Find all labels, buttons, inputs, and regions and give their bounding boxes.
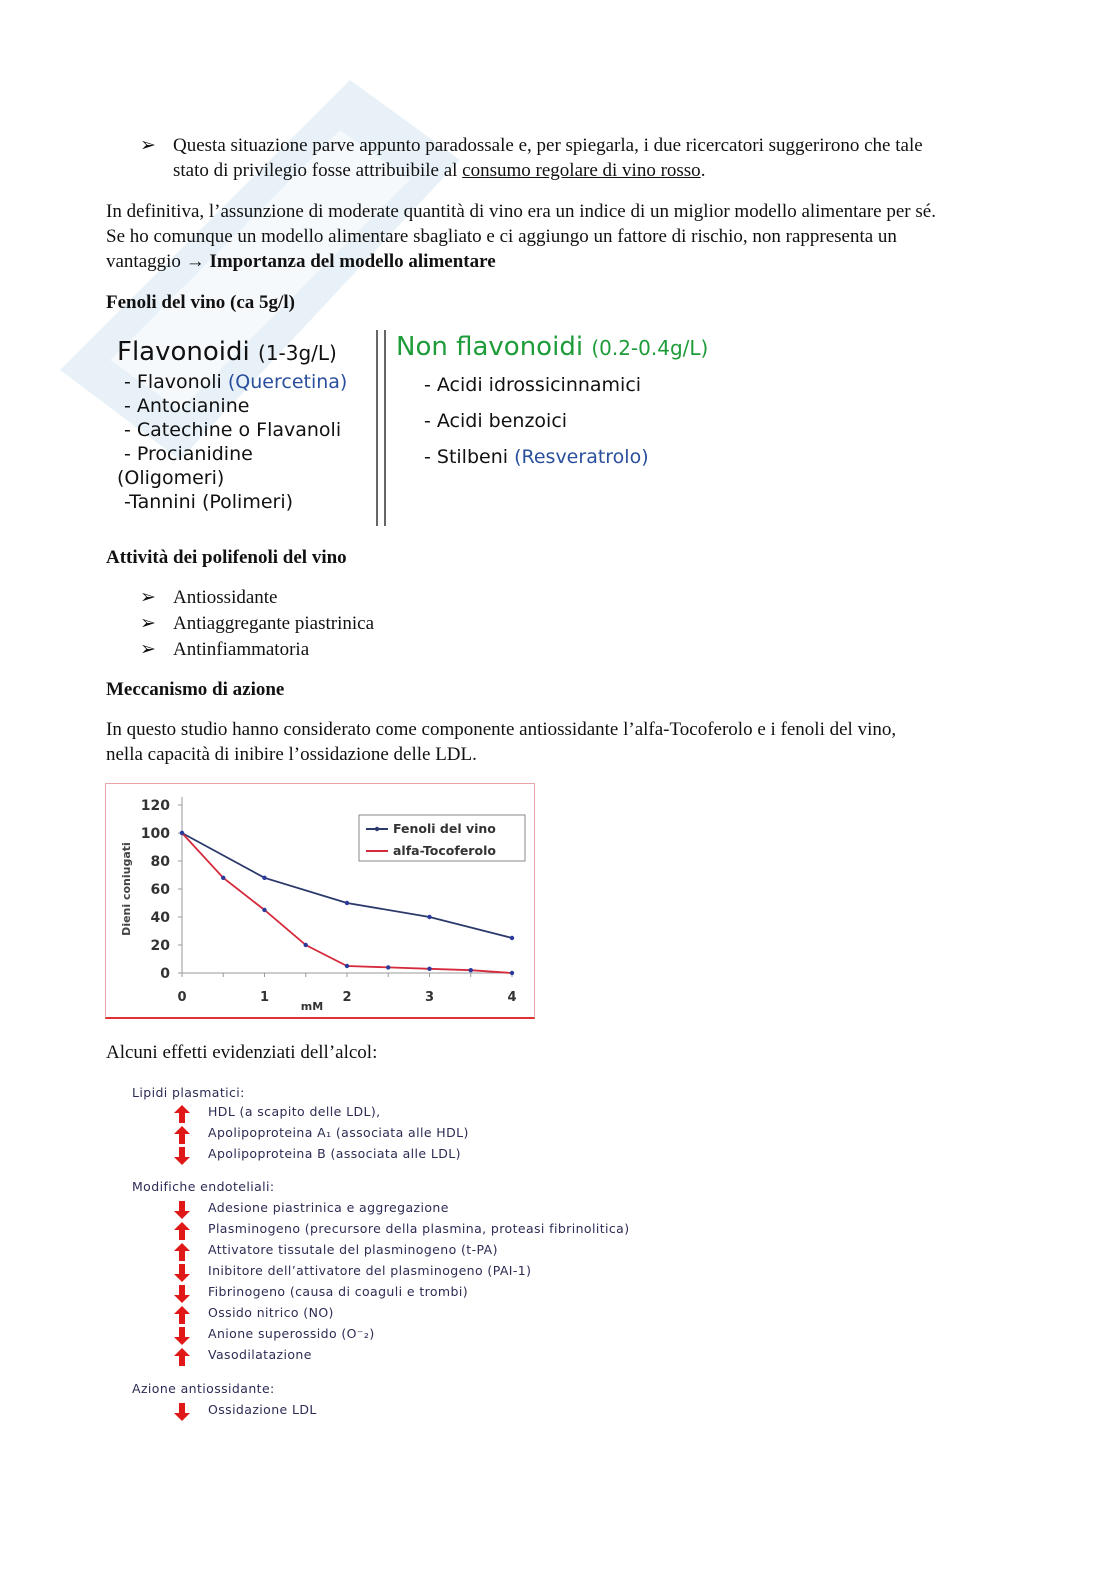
effect-item-text: Adesione piastrinica e aggregazione <box>208 1200 449 1215</box>
effect-item-text: HDL (a scapito delle LDL), <box>208 1104 381 1119</box>
effect-item-text: Attivatore tissutale del plasminogeno (t-PA) <box>208 1242 498 1257</box>
definitiva-line2: Se ho comunque un modello alimentare sbagliato e ci aggiungo un fattore di rischio, non rappresenta un <box>106 226 897 247</box>
definitiva-line3 <box>106 249 1026 274</box>
antiossidante-title: Azione antiossidante: <box>132 1381 275 1396</box>
meccanismo-paragraph <box>106 717 1026 767</box>
y-tick-label: 80 <box>150 854 170 870</box>
flavonoidi-item: -Tannini (Polimeri) <box>124 491 294 513</box>
non-flavonoidi-item: - Acidi idrossicinnamici <box>424 374 642 396</box>
data-point <box>221 876 225 880</box>
effect-item-text: Inibitore dell’attivatore del plasminogeno (PAI-1) <box>208 1263 532 1278</box>
data-point <box>427 915 431 919</box>
effect-item-text: Anione superossido (O⁻₂) <box>208 1326 375 1341</box>
divider-line <box>384 330 386 526</box>
data-point <box>345 964 349 968</box>
arrow-down-icon <box>174 1327 190 1345</box>
data-point <box>304 943 308 947</box>
y-tick-label: 20 <box>150 938 170 954</box>
non-flavonoidi-title-text: Non flavonoidi <box>396 332 584 362</box>
bullet-marker-icon: ➢ <box>140 135 156 156</box>
flavonoidi-item: - Catechine o Flavanoli <box>124 419 342 441</box>
definitiva-bold: Importanza del modello alimentare <box>209 251 496 272</box>
bullet-marker-icon: ➢ <box>140 613 156 634</box>
data-point <box>510 971 514 975</box>
arrow-down-icon <box>174 1264 190 1282</box>
legend-label: alfa-Tocoferolo <box>393 843 496 858</box>
bullet-marker-icon: ➢ <box>140 587 156 608</box>
data-point <box>345 901 349 905</box>
line-chart <box>106 784 534 1016</box>
legend-label: Fenoli del vino <box>393 821 496 836</box>
flavonoidi-amount: (1-3g/L) <box>258 341 337 365</box>
flavonoidi-item: - Procianidine <box>124 443 253 465</box>
x-axis-label: mM <box>300 1000 324 1013</box>
data-point <box>386 965 390 969</box>
effect-item-text: Ossido nitrico (NO) <box>208 1305 334 1320</box>
bullet-marker-icon: ➢ <box>140 639 156 660</box>
arrow-up-icon <box>174 1126 190 1144</box>
arrow-up-icon <box>174 1105 190 1123</box>
attivita-item: Antiossidante <box>173 587 278 608</box>
arrow-up-icon <box>174 1222 190 1240</box>
legend-marker <box>375 827 379 831</box>
flavonoidi-title <box>117 337 337 367</box>
intro-bullet-end: . <box>700 160 706 181</box>
data-point <box>427 967 431 971</box>
x-tick-label: 2 <box>342 990 352 1005</box>
intro-bullet-line2 <box>173 158 1013 183</box>
y-tick-label: 100 <box>140 826 170 842</box>
arrow-up-icon <box>174 1348 190 1366</box>
meccanismo-line2: nella capacità di inibire l’ossidazione delle LDL. <box>106 744 477 765</box>
flavonoidi-item-label: - Flavonoli <box>124 371 222 393</box>
x-tick-label: 0 <box>177 990 187 1005</box>
flavonoidi-item-note: (Quercetina) <box>227 371 348 393</box>
effetti-intro: Alcuni effetti evidenziati dell’alcol: <box>106 1042 378 1063</box>
non-flavonoidi-amount: (0.2-0.4g/L) <box>591 336 709 360</box>
data-point <box>469 968 473 972</box>
heading-fenoli: Fenoli del vino (ca 5g/l) <box>106 292 295 313</box>
non-flavonoidi-item-note: (Resveratrolo) <box>514 446 649 468</box>
non-flavonoidi-title <box>396 332 708 362</box>
data-point <box>510 936 514 940</box>
meccanismo-line1: In questo studio hanno considerato come componente antiossidante l’alfa-Tocoferolo e i fenoli del vino, <box>106 719 897 740</box>
arrow-down-icon <box>174 1147 190 1165</box>
effect-item-text: Fibrinogeno (causa di coaguli e trombi) <box>208 1284 468 1299</box>
intro-bullet-line2-prefix: stato di privilegio fosse attribuibile al <box>173 160 458 181</box>
flavonoidi-item <box>124 371 347 393</box>
intro-bullet-line1: Questa situazione parve appunto paradossale e, per spiegarla, i due ricercatori suggerirono che tale <box>173 135 923 156</box>
arrow-up-icon <box>174 1243 190 1261</box>
endoteliali-title: Modifiche endoteliali: <box>132 1179 275 1194</box>
right-arrow-icon: → <box>185 251 205 272</box>
data-point <box>180 831 184 835</box>
effect-item-text: Apolipoproteina B (associata alle LDL) <box>208 1146 461 1161</box>
effect-item-text: Apolipoproteina A₁ (associata alle HDL) <box>208 1125 469 1140</box>
arrow-down-icon <box>174 1201 190 1219</box>
y-tick-label: 60 <box>150 882 170 898</box>
y-tick-label: 0 <box>160 966 170 982</box>
heading-meccanismo: Meccanismo di azione <box>106 679 285 700</box>
definitiva-line3-prefix: vantaggio <box>106 251 181 272</box>
flavonoidi-title-text: Flavonoidi <box>117 337 250 367</box>
x-tick-label: 4 <box>507 990 517 1005</box>
effect-item-text: Ossidazione LDL <box>208 1402 317 1417</box>
attivita-item: Antiaggregante piastrinica <box>173 613 375 634</box>
chart-container <box>105 783 535 1019</box>
non-flavonoidi-item-label: - Stilbeni <box>424 446 509 468</box>
flavonoidi-item: - Antocianine <box>124 395 250 417</box>
flavonoidi-item: (Oligomeri) <box>117 467 225 489</box>
non-flavonoidi-item: - Acidi benzoici <box>424 410 568 432</box>
x-tick-label: 3 <box>424 990 435 1005</box>
definitiva-paragraph <box>106 199 1026 274</box>
lipidi-title: Lipidi plasmatici: <box>132 1085 245 1100</box>
intro-bullet-underlined: consumo regolare di vino rosso <box>462 160 701 181</box>
heading-attivita: Attività dei polifenoli del vino <box>106 547 347 568</box>
x-tick-label: 1 <box>259 990 270 1005</box>
arrow-down-icon <box>174 1285 190 1303</box>
y-tick-label: 40 <box>150 910 170 926</box>
attivita-item: Antinfiammatoria <box>173 639 310 660</box>
arrow-up-icon <box>174 1306 190 1324</box>
y-tick-label: 120 <box>140 798 170 814</box>
y-axis-label: Dieni coniugati <box>120 842 133 936</box>
arrow-down-icon <box>174 1403 190 1421</box>
data-point <box>262 876 266 880</box>
divider-line <box>376 330 378 526</box>
non-flavonoidi-item <box>424 446 649 468</box>
intro-bullet-text <box>173 133 1013 183</box>
effect-item-text: Plasminogeno (precursore della plasmina, proteasi fibrinolitica) <box>208 1221 630 1236</box>
definitiva-line1: In definitiva, l’assunzione di moderate quantità di vino era un indice di un miglior modello alimentare per sé. <box>106 201 936 222</box>
effect-item-text: Vasodilatazione <box>208 1347 312 1362</box>
data-point <box>262 908 266 912</box>
